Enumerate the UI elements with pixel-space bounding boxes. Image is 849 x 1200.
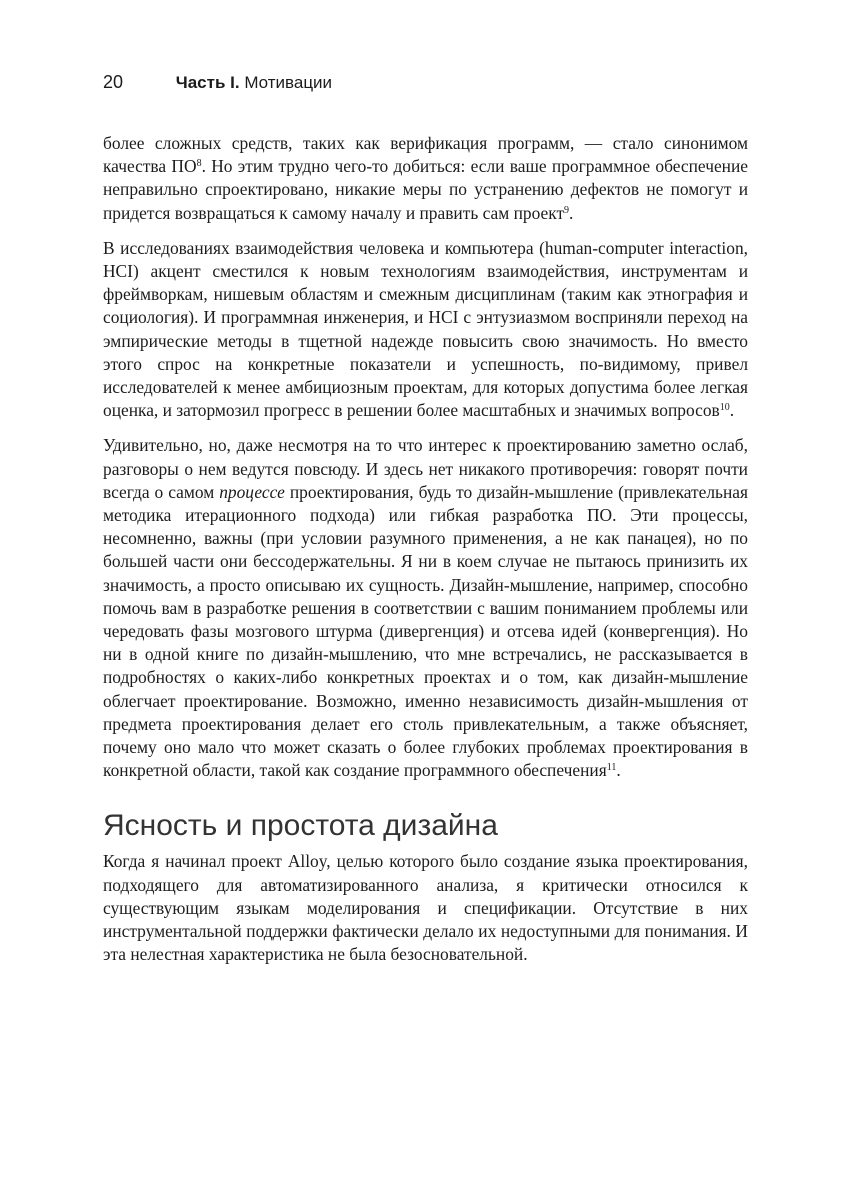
paragraph: более сложных средств, таких как верификация программ, — стало синонимом качества $ПО^8$. Но этим трудно чего-то добиться: если ваше программное обеспечение неправильно спроектировано, никакие меры по устранению дефектов не помогут и придется возвращаться к самому началу и править сам проект$^9$. — [103, 133, 748, 223]
footnote-ref[interactable]: 10 — [719, 402, 730, 414]
footnote-ref[interactable]: 9 — [564, 204, 570, 216]
section-heading: Ясность и простота дизайна — [103, 809, 498, 843]
page-number: 20 — [103, 72, 124, 92]
running-header — [103, 72, 332, 93]
paragraph: Когда я начинал проект Alloy, целью которого было создание языка проектирования, подходящего для автоматизированного анализа, я критически относился к существующим языкам моделирования и спецификации. Отсутствие в них инструментальной поддержки фактически делало их недоступными для понимания. И эта нелестная характеристика не была безосновательной. — [103, 851, 748, 965]
footnote-ref[interactable]: 11 — [606, 762, 617, 774]
emphasis: процессе — [219, 481, 285, 502]
part-label: Часть I. — [175, 73, 240, 92]
paragraph: В исследованиях взаимодействия человека и компьютера (human-computer interaction, HCI) акцент сместился к новым технологиям взаимодействия, инструментам и фреймворкам, нишевым областям и смежным дисциплинам (таким как этнография и социология). И программная инженерия, и HCI с энтузиазмом восприняли переход на эмпирические методы в тщетной надежде повысить свою значимость. Но вместо этого спрос на конкретные показатели и успешность, по-видимому, привел исследователей к менее амбициозным проектам, для которых допустима более легкая оценка, и затормозил прогресс в решении более масштабных и значимых вопросов$^{10}$. — [103, 237, 748, 421]
paragraph: Удивительно, но, даже несмотря на то что интерес к проектированию заметно ослаб, разговоры о нем ведутся повсюду. И здесь нет никакого противоречия: говорят почти всегда о самом процессе проектирования, будь то дизайн-мышление (привлекательная методика итерационного подхода) или гибкая разработка ПО. Эти процессы, несомненно, важны (при условии разумного применения, а не как панацея), но по большей части они бессодержательны. Я ни в коем случае не пытаюсь принизить их значимость, а просто описываю их сущность. Дизайн-мышление, например, способно помочь вам в разработке решения в соответствии с вашим пониманием проблемы или чередовать фазы мозгового штурма (дивергенция) и отсева идей (конвергенция). Но ни в одной книге по дизайн-мышлению, что мне встречались, не рассказывается в подробностях о каких-либо конкретных проектах и о том, как дизайн-мышление облегчает проектирование. Возможно, именно независимость дизайн-мышления от предмета проектирования делает его столь привлекательным, а также объясняет, почему оно мало что может сказать о более глубоких проблемах проектирования в конкретной области, такой как создание программного обеспечения$^{11}$. — [103, 435, 748, 781]
footnote-ref[interactable]: 8 — [196, 158, 202, 170]
part-title: Мотивации — [244, 73, 333, 92]
page-body — [103, 132, 748, 979]
